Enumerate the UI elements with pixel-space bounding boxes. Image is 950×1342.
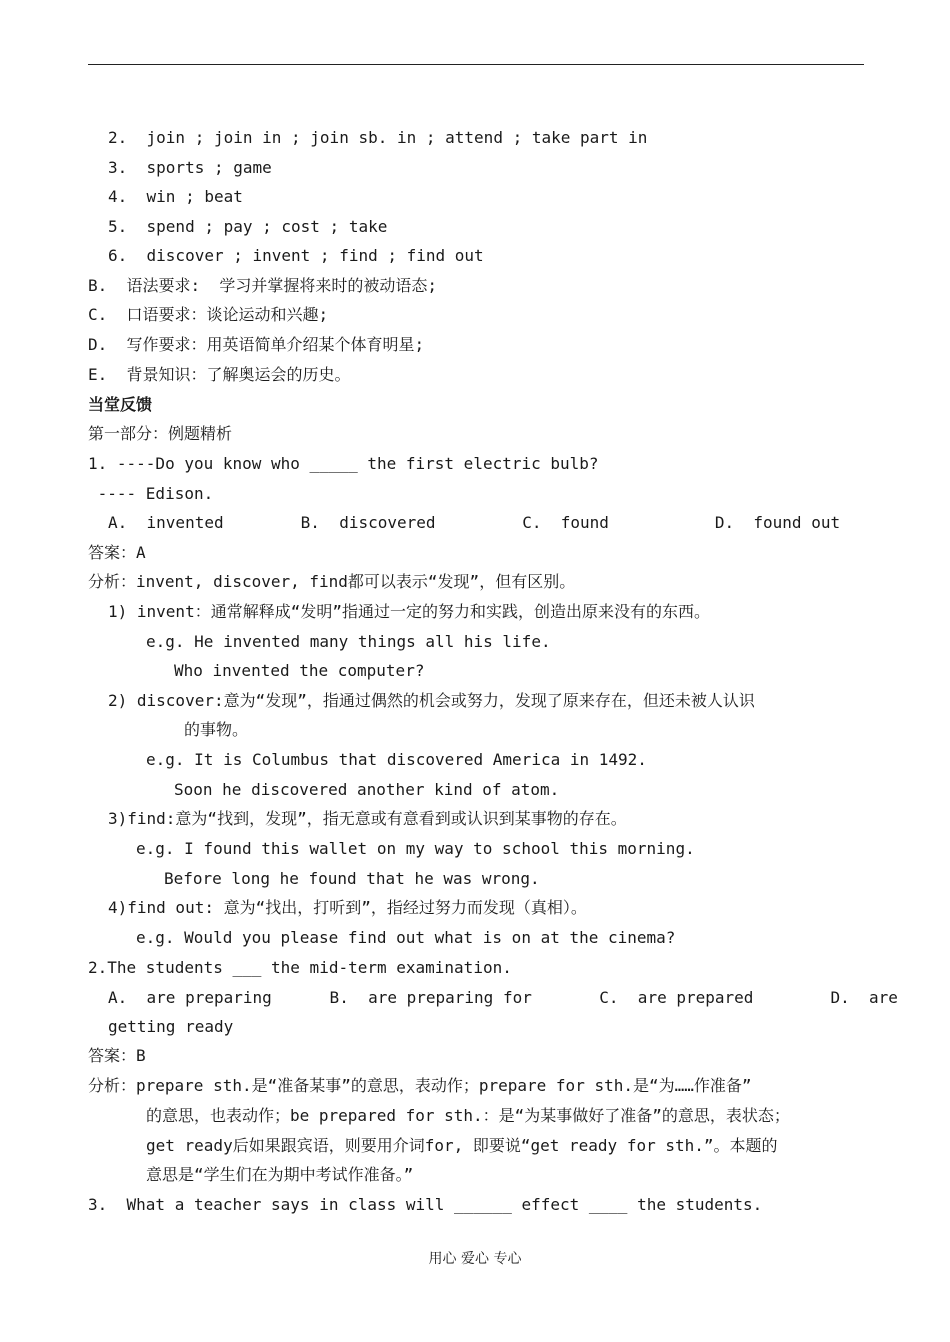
text-line: E. 背景知识：了解奥运会的历史。 bbox=[88, 365, 351, 384]
text-line: 答案：B bbox=[88, 1046, 146, 1065]
text-line: Who invented the computer? bbox=[174, 661, 425, 680]
text-line: e.g. It is Columbus that discovered America in 1492. bbox=[146, 750, 647, 769]
text-line: B. 语法要求: 学习并掌握将来时的被动语态; bbox=[88, 276, 438, 295]
text-line: 分析：invent, discover, find都可以表示“发现”，但有区别。 bbox=[88, 572, 576, 591]
text-line: e.g. I found this wallet on my way to school this morning. bbox=[136, 839, 695, 858]
text-line: e.g. Would you please find out what is on at the cinema? bbox=[136, 928, 676, 947]
text-line: 第一部分：例题精析 bbox=[88, 424, 233, 443]
text-line: 5. spend ; pay ; cost ; take bbox=[108, 217, 388, 236]
text-line: 答案：A bbox=[88, 543, 146, 562]
section-heading: 当堂反馈 bbox=[88, 395, 153, 414]
text-line: 的意思，也表动作；be prepared for sth.：是“为某事做好了准备”的意思，表状态； bbox=[146, 1106, 790, 1125]
text-line: 4)find out: 意为“找出，打听到”，指经过努力而发现（真相）。 bbox=[108, 898, 587, 917]
text-line: Soon he discovered another kind of atom. bbox=[174, 780, 560, 799]
text-line: 2.The students ___ the mid-term examination. bbox=[88, 958, 512, 977]
text-line: getting ready bbox=[108, 1017, 234, 1036]
text-line: A. are preparing B. are preparing for C. are prepared D. are bbox=[108, 988, 898, 1007]
text-line: 意思是“学生们在为期中考试作准备。” bbox=[146, 1165, 414, 1184]
text-line: get ready后如果跟宾语，则要用介词for, 即要说“get ready for sth.”。本题的 bbox=[146, 1136, 778, 1155]
text-line: 3. What a teacher says in class will ______ effect ____ the students. bbox=[88, 1195, 763, 1214]
text-line: 4. win ; beat bbox=[108, 187, 243, 206]
text-line: 分析：prepare sth.是“准备某事”的意思，表动作；prepare for sth.是“为……作准备” bbox=[88, 1076, 752, 1095]
text-line: e.g. He invented many things all his life. bbox=[146, 632, 551, 651]
text-line: C. 口语要求：谈论运动和兴趣; bbox=[88, 305, 329, 324]
text-line: 2) discover:意为“发现”，指通过偶然的机会或努力，发现了原来存在，但还未被人认识 bbox=[108, 691, 755, 710]
page-footer: 用心 爱心 专心 bbox=[428, 1251, 522, 1267]
text-line: 6. discover ; invent ; find ; find out bbox=[108, 246, 484, 265]
text-line: 1. ----Do you know who _____ the first electric bulb? bbox=[88, 454, 599, 473]
text-line: ---- Edison. bbox=[88, 484, 214, 503]
text-line: D. 写作要求：用英语简单介绍某个体育明星; bbox=[88, 335, 425, 354]
text-line: A. invented B. discovered C. found D. found out bbox=[108, 513, 841, 532]
text-line: 3)find:意为“找到，发现”，指无意或有意看到或认识到某事物的存在。 bbox=[108, 809, 627, 828]
header-rule bbox=[88, 64, 864, 65]
text-line: 3. sports ; game bbox=[108, 158, 272, 177]
text-line: 2. join ; join in ; join sb. in ; attend ; take part in bbox=[108, 128, 648, 147]
text-line: 1) invent：通常解释成“发明”指通过一定的努力和实践，创造出原来没有的东西。 bbox=[108, 602, 710, 621]
text-line: Before long he found that he was wrong. bbox=[164, 869, 540, 888]
text-line: 的事物。 bbox=[184, 720, 249, 739]
